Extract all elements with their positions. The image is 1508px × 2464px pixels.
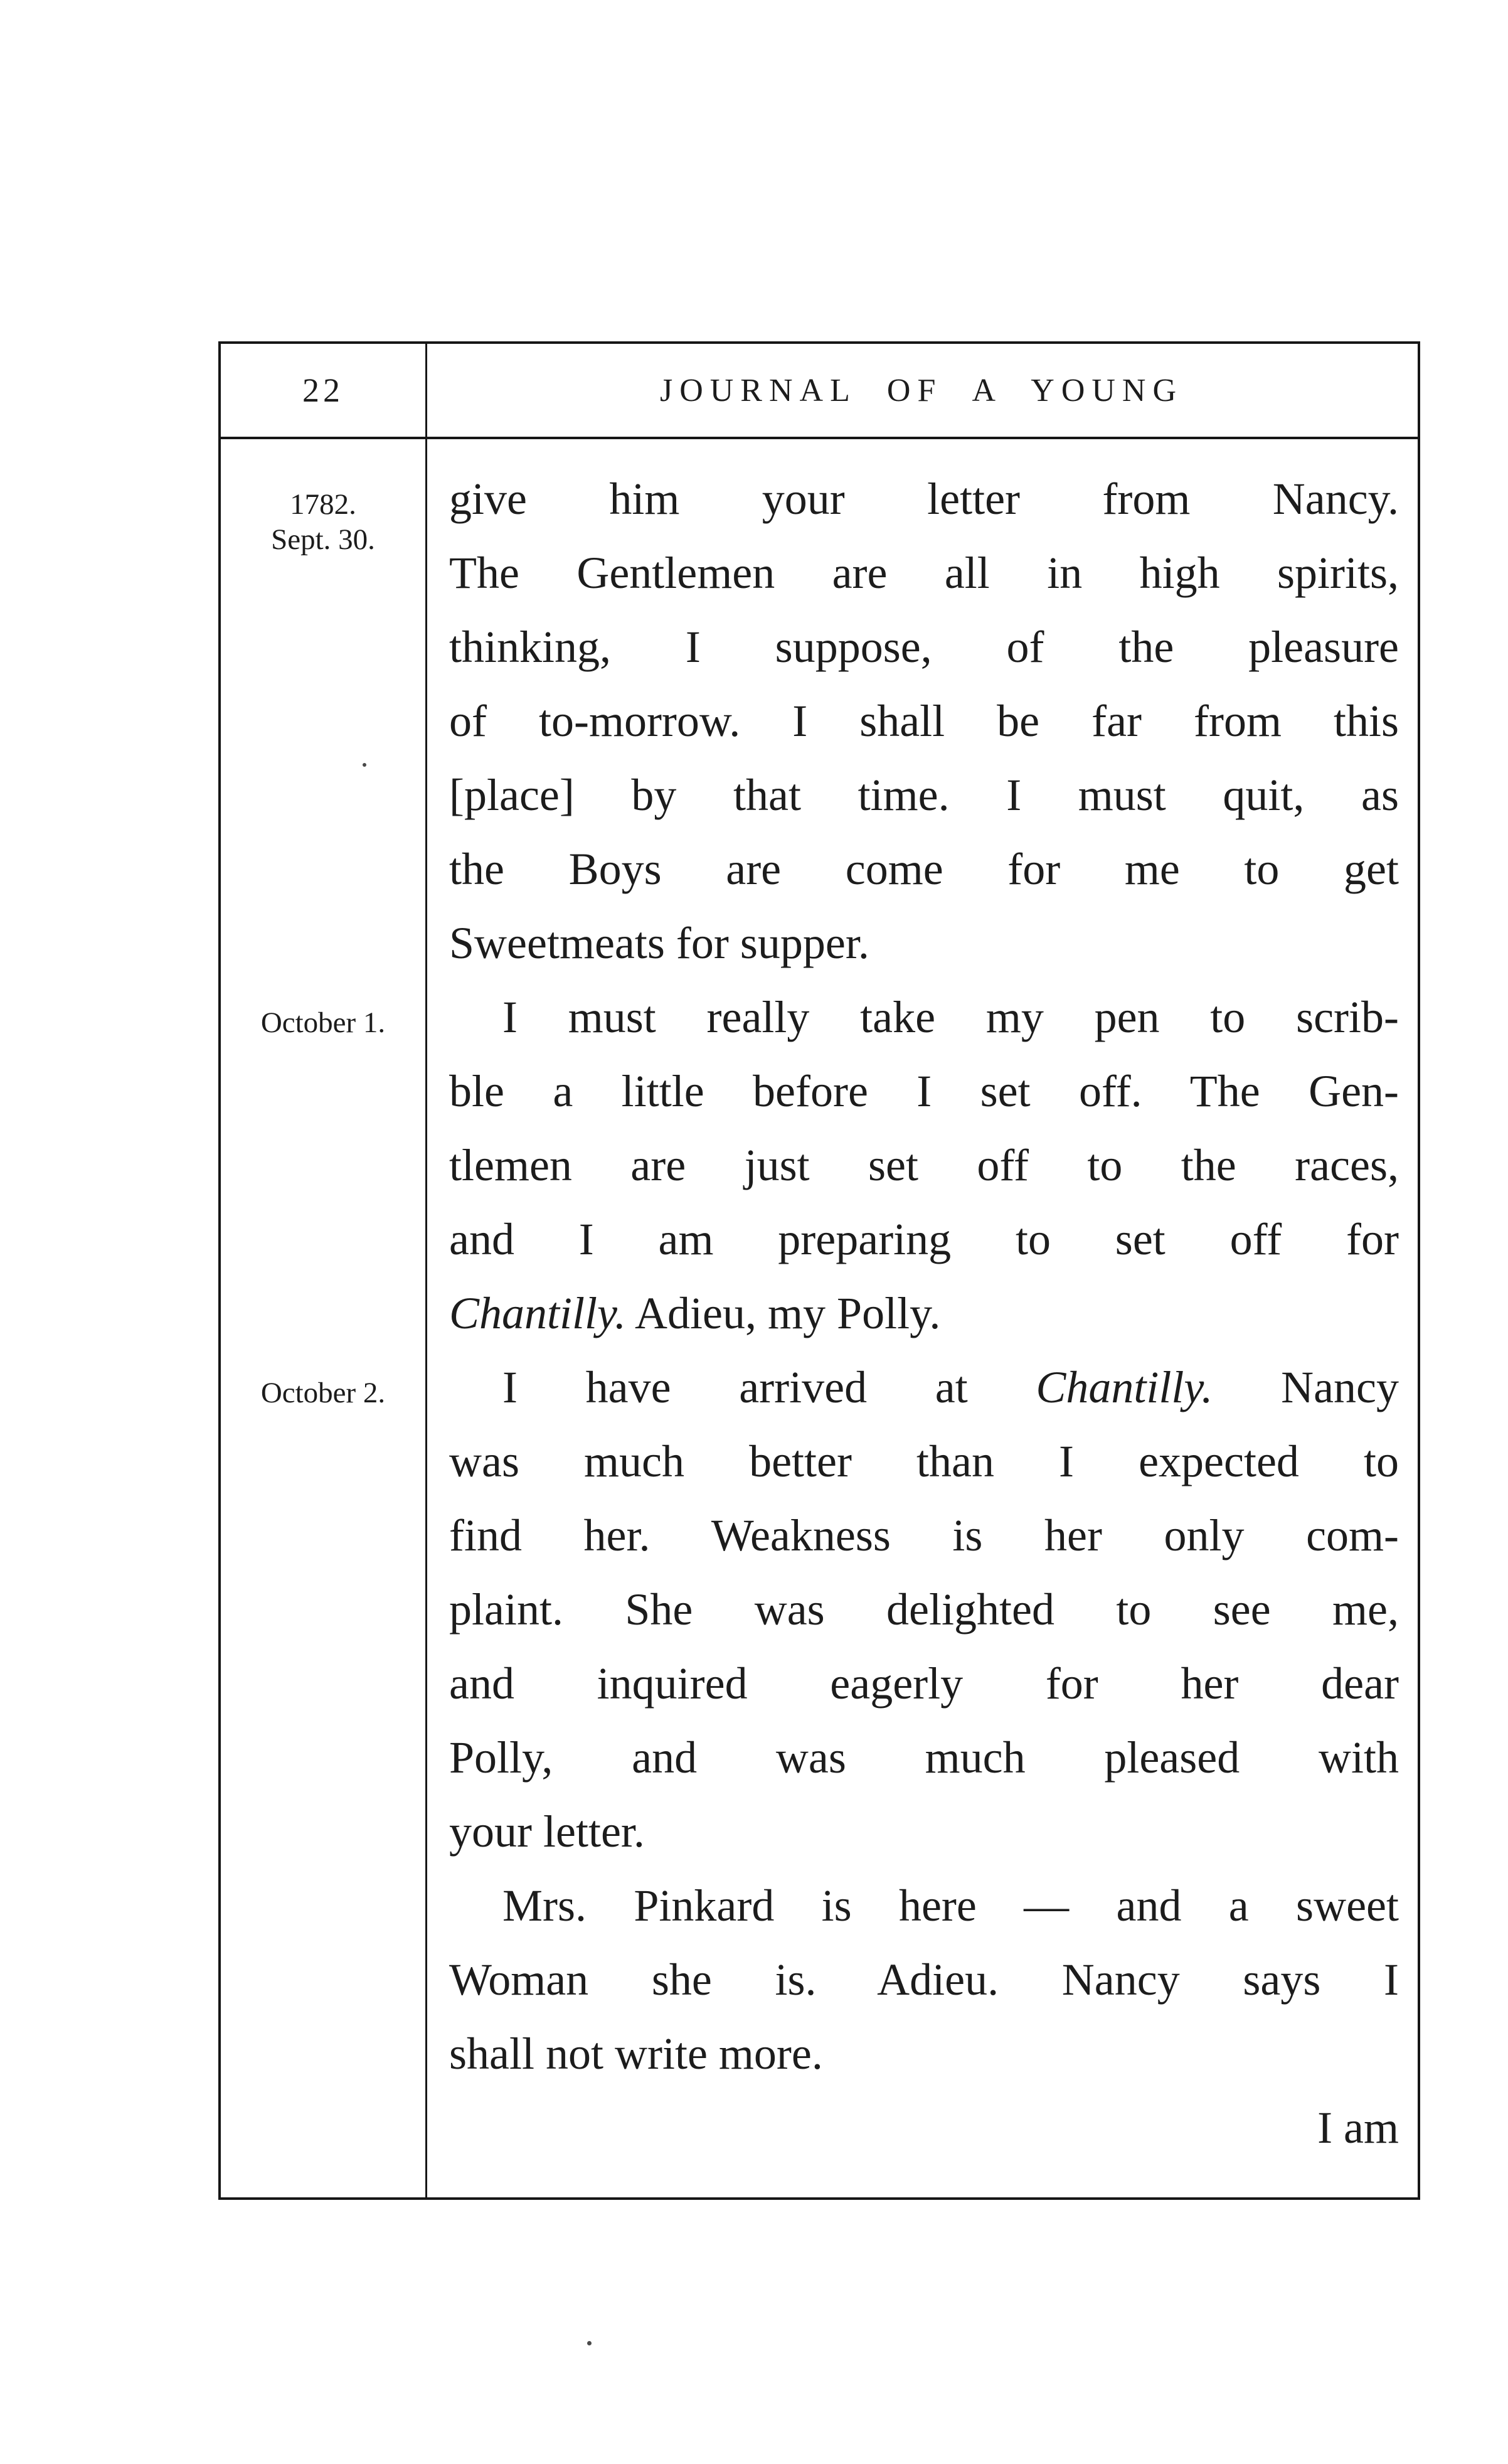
text-row [221,1054,1418,1128]
text-row [221,1795,1418,1869]
text-segment: of to-morrow. I shall be far from this [449,696,1399,746]
text-segment: I have arrived at [502,1362,1036,1412]
text-line [425,1572,1418,1646]
text-segment: Sweetmeats for supper. [449,918,869,968]
text-row [221,1128,1418,1202]
text-row [221,906,1418,980]
text-row [221,1646,1418,1720]
margin-date-line: Sept. 30. [271,523,375,556]
text-line [425,1943,1418,2017]
margin-date-line: 1782. [290,488,356,521]
text-line [425,1424,1418,1498]
text-line [425,1128,1418,1202]
text-segment: Mrs. Pinkard is here — and a sweet [502,1880,1399,1931]
text-line [425,1795,1418,1869]
text-line [425,906,1418,980]
text-segment: Polly, and was much pleased with [449,1732,1399,1783]
text-line [425,462,1418,536]
text-segment: and I am preparing to set off for [449,1214,1399,1264]
text-segment: plaint. She was delighted to see me, [449,1584,1399,1635]
italic-text-segment: Chantilly. [1036,1362,1213,1412]
text-row [221,832,1418,906]
text-row [221,2091,1418,2165]
text-segment: the Boys are come for me to get [449,844,1399,894]
print-artifact-dot [587,2341,592,2345]
text-row [221,980,1418,1054]
margin-date-line: October 2. [260,1377,386,1409]
text-row [221,1202,1418,1276]
text-row [221,758,1418,832]
text-segment: was much better than I expected to [449,1436,1399,1486]
text-row [221,1572,1418,1646]
text-line [425,1498,1418,1572]
margin-date [221,1375,425,1411]
text-line [425,1054,1418,1128]
text-segment: your letter. [449,1806,645,1857]
text-line [425,1646,1418,1720]
text-segment: The Gentlemen are all in high spirits, [449,548,1399,598]
margin-date [221,487,425,557]
text-row [221,1720,1418,1795]
text-segment: I am [1317,2103,1399,2153]
text-row [221,1869,1418,1943]
text-line [425,2017,1418,2091]
text-segment: Woman she is. Adieu. Nancy says I [449,1955,1399,2005]
text-segment: Nancy [1213,1362,1399,1412]
text-segment: find her. Weakness is her only com- [449,1510,1399,1560]
text-line [425,684,1418,758]
text-segment: shall not write more. [449,2029,823,2079]
text-line [425,1869,1418,1943]
page-number: 22 [302,371,344,409]
text-row [221,1276,1418,1350]
margin-date [221,1005,425,1040]
text-row [221,462,1418,556]
text-row [221,1424,1418,1498]
text-line [425,1276,1418,1350]
text-segment: Adieu, my Polly. [626,1288,941,1338]
margin-date-line: October 1. [260,1006,386,1039]
text-line [425,1350,1418,1424]
italic-text-segment: Chantilly. [449,1288,627,1338]
text-line [425,2091,1418,2165]
text-line [425,980,1418,1054]
text-row [221,1498,1418,1572]
page-body [221,439,1418,2165]
text-line [425,832,1418,906]
text-line [425,1202,1418,1276]
text-segment: [place] by that time. I must quit, as [449,770,1399,820]
text-row [221,610,1418,684]
text-row [221,684,1418,758]
text-segment: I must really take my pen to scrib- [502,992,1399,1042]
text-row [221,2017,1418,2091]
text-row [221,1943,1418,2017]
text-line [425,610,1418,684]
text-segment: tlemen are just set off to the races, [449,1140,1399,1190]
text-line [425,1720,1418,1795]
text-segment: give him your letter from Nancy. [449,474,1399,524]
text-line [425,758,1418,832]
margin-divider-line [425,344,427,2197]
page-frame [218,341,1420,2200]
text-segment: ble a little before I set off. The Gen- [449,1066,1399,1116]
running-title: JOURNAL OF A YOUNG [659,372,1184,408]
page-header [221,344,1418,439]
text-segment: and inquired eagerly for her dear [449,1658,1399,1709]
print-artifact-dot [363,763,366,767]
text-row [221,1350,1418,1424]
text-line [425,536,1418,610]
text-segment: thinking, I suppose, of the pleasure [449,622,1399,672]
